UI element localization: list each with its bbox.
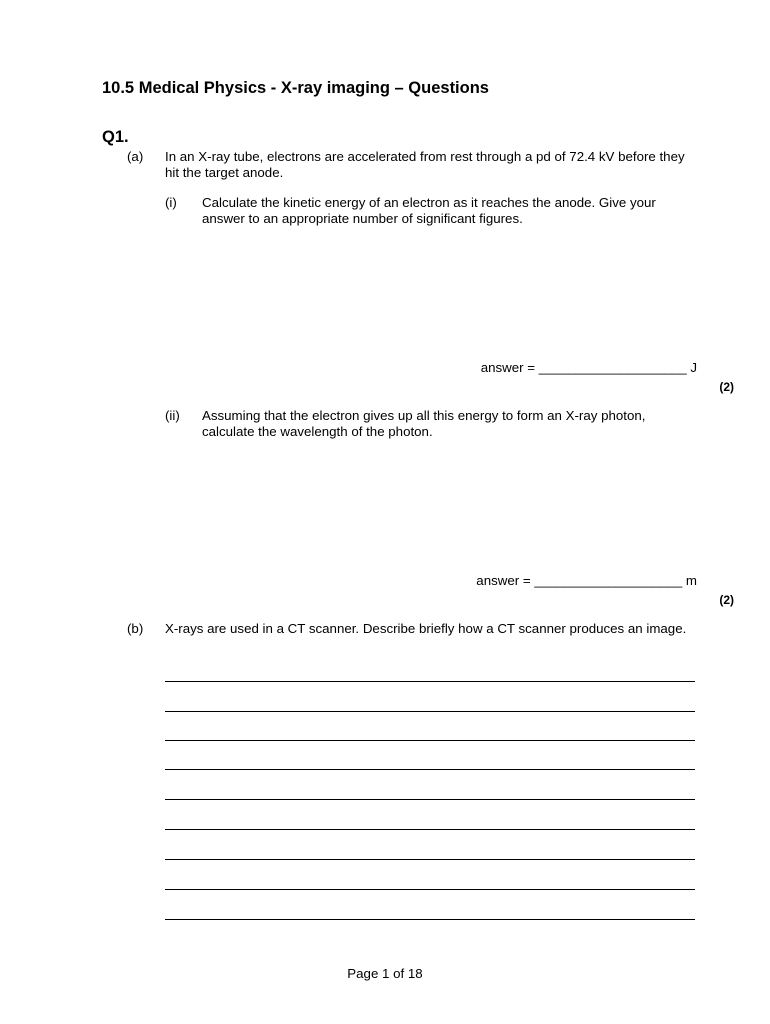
part-a-i-text: Calculate the kinetic energy of an electron as it reaches the anode. Give your answer to an appropriate number of significant figures. [202, 195, 656, 226]
answer-writing-line[interactable] [165, 681, 695, 682]
question-number: Q1. [102, 128, 129, 146]
answer-writing-line[interactable] [165, 711, 695, 712]
page-footer: Page 1 of 18 [347, 966, 423, 981]
part-b-label: (b) [127, 621, 144, 636]
part-a-ii-label: (ii) [165, 408, 180, 423]
answer-writing-line[interactable] [165, 769, 695, 770]
page-title: 10.5 Medical Physics - X-ray imaging – Questions [102, 79, 489, 97]
part-a-text: In an X-ray tube, electrons are accelerated from rest through a pd of 72.4 kV before they hit the target anode. [165, 149, 685, 180]
answer-writing-line[interactable] [165, 919, 695, 920]
part-a-ii-text: Assuming that the electron gives up all this energy to form an X-ray photon, calculate the wavelength of the photon. [202, 408, 646, 439]
part-a-i-marks: (2) [719, 380, 734, 394]
part-a-i-answer-line: answer = ____________________ J [480, 360, 697, 375]
answer-writing-line[interactable] [165, 799, 695, 800]
part-a-ii-marks: (2) [719, 593, 734, 607]
answer-writing-line[interactable] [165, 859, 695, 860]
part-b-text: X-rays are used in a CT scanner. Describe briefly how a CT scanner produces an image. [165, 621, 687, 636]
answer-writing-line[interactable] [165, 829, 695, 830]
part-a-ii-answer-line: answer = ____________________ m [476, 573, 697, 588]
answer-writing-line[interactable] [165, 740, 695, 741]
answer-writing-line[interactable] [165, 889, 695, 890]
part-a-label: (a) [127, 149, 144, 164]
part-a-i-label: (i) [165, 195, 177, 210]
